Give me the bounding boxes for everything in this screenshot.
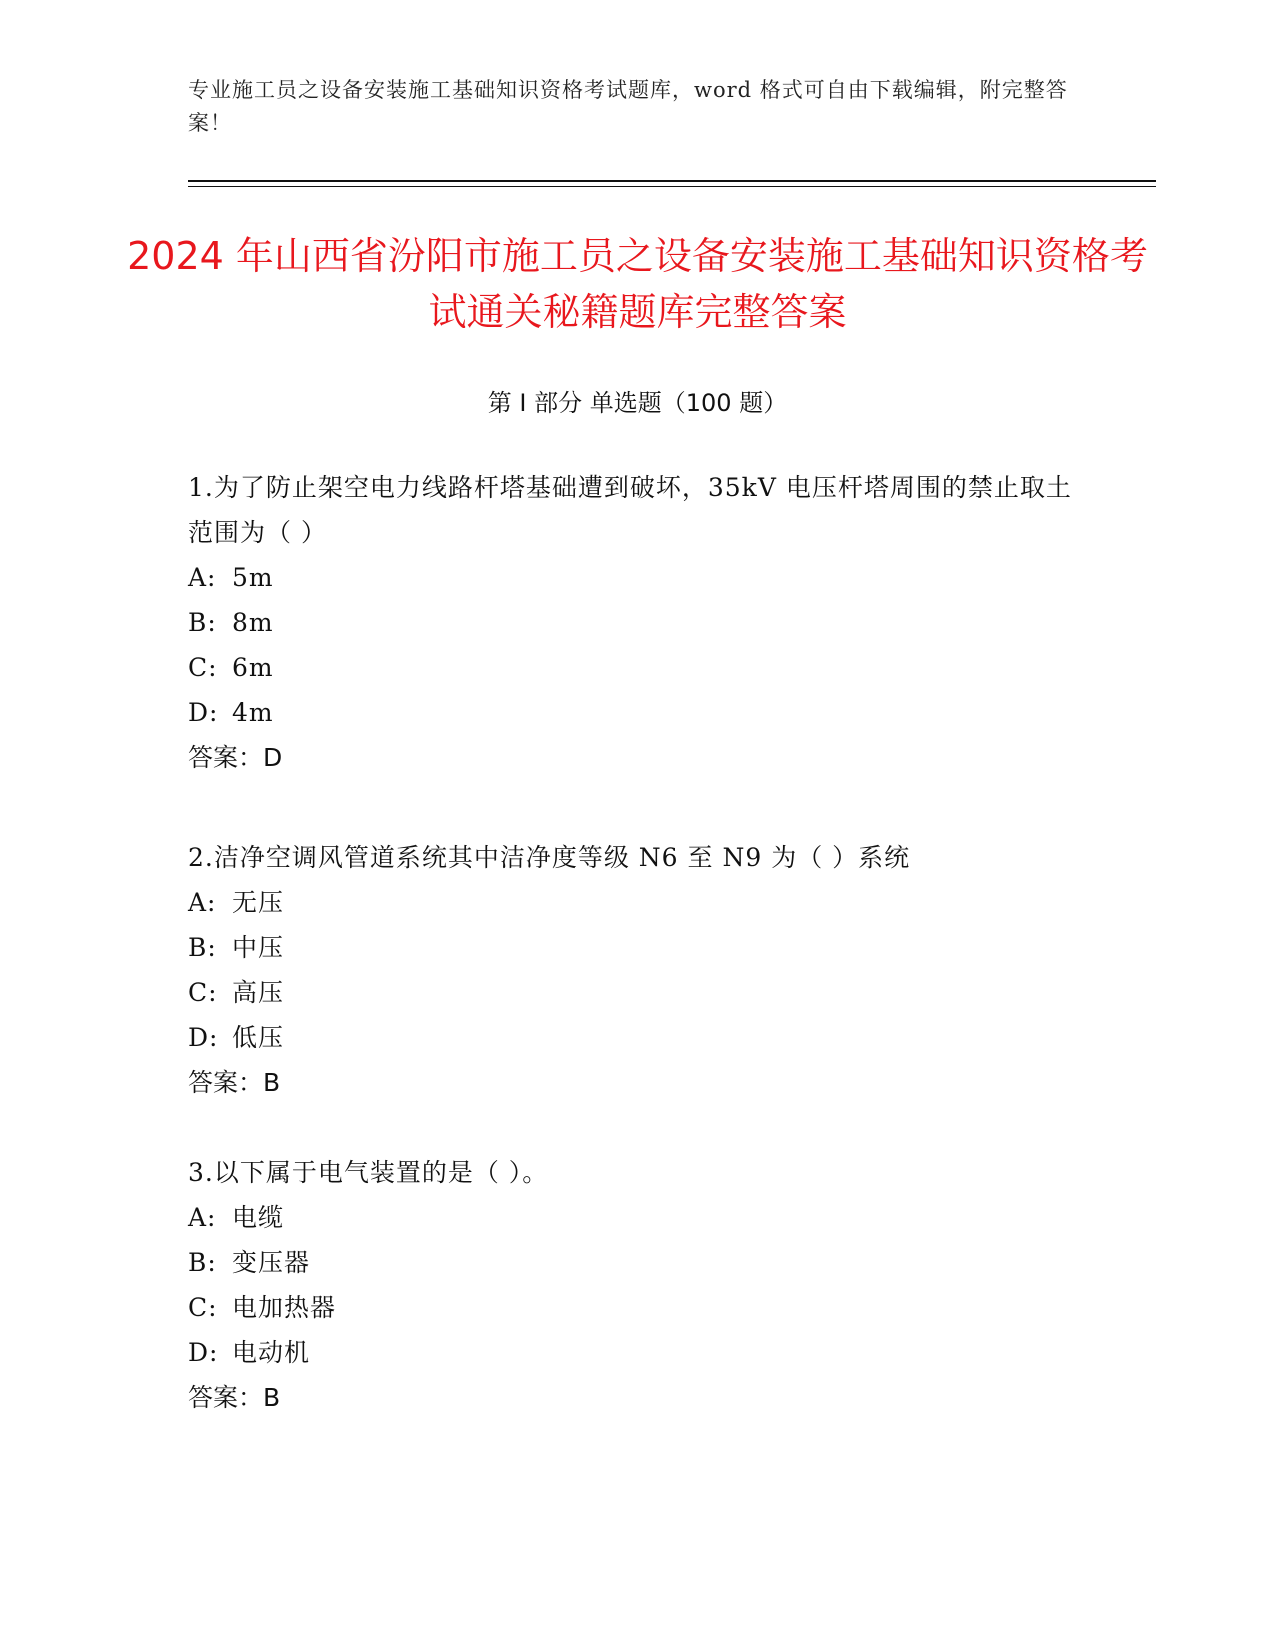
option-key: B: bbox=[188, 608, 217, 637]
option-a bbox=[188, 880, 1088, 925]
option-key: D: bbox=[188, 1338, 219, 1367]
option-b bbox=[188, 925, 1088, 970]
header-note: 专业施工员之设备安装施工基础知识资格考试题库，word 格式可自由下载编辑，附完整答案！ bbox=[188, 78, 1068, 135]
option-key: C: bbox=[188, 653, 218, 682]
answer: 答案：B bbox=[188, 1068, 281, 1097]
question-1 bbox=[188, 465, 1088, 780]
header-divider-thin bbox=[188, 186, 1156, 187]
option-value: 变压器 bbox=[232, 1248, 311, 1277]
option-value: 电缆 bbox=[232, 1203, 285, 1232]
option-key: A: bbox=[188, 888, 217, 917]
option-key: A: bbox=[188, 563, 217, 592]
answer: 答案：B bbox=[188, 1383, 281, 1412]
question-text: 3.以下属于电气装置的是（ ）。 bbox=[188, 1158, 549, 1187]
document-title: 2024 年山西省汾阳市施工员之设备安装施工基础知识资格考试通关秘籍题库完整答案 bbox=[127, 234, 1148, 334]
question-text: 1.为了防止架空电力线路杆塔基础遭到破坏，35kV 电压杆塔周围的禁止取土范围为（ ） bbox=[188, 473, 1072, 547]
option-a bbox=[188, 555, 1088, 600]
option-key: C: bbox=[188, 978, 218, 1007]
option-value: 高压 bbox=[232, 978, 285, 1007]
option-d bbox=[188, 690, 1088, 735]
option-d bbox=[188, 1015, 1088, 1060]
section-heading: 第 I 部分 单选题（100 题） bbox=[487, 389, 788, 417]
option-c bbox=[188, 1285, 1088, 1330]
option-value: 低压 bbox=[232, 1023, 285, 1052]
option-key: B: bbox=[188, 933, 217, 962]
option-value: 电加热器 bbox=[232, 1293, 337, 1322]
option-value: 无压 bbox=[232, 888, 285, 917]
question-3 bbox=[188, 1150, 1088, 1420]
answer: 答案：D bbox=[188, 743, 283, 772]
option-value: 8m bbox=[232, 608, 274, 637]
option-value: 4m bbox=[232, 698, 274, 727]
option-b bbox=[188, 600, 1088, 645]
option-c bbox=[188, 970, 1088, 1015]
option-b bbox=[188, 1240, 1088, 1285]
header-divider-thick bbox=[188, 180, 1156, 182]
option-value: 6m bbox=[232, 653, 274, 682]
question-text: 2.洁净空调风管道系统其中洁净度等级 N6 至 N9 为（ ）系统 bbox=[188, 843, 911, 872]
option-d bbox=[188, 1330, 1088, 1375]
option-value: 中压 bbox=[232, 933, 285, 962]
option-value: 5m bbox=[232, 563, 274, 592]
option-key: B: bbox=[188, 1248, 217, 1277]
option-c bbox=[188, 645, 1088, 690]
option-a bbox=[188, 1195, 1088, 1240]
option-key: C: bbox=[188, 1293, 218, 1322]
option-value: 电动机 bbox=[232, 1338, 311, 1367]
option-key: D: bbox=[188, 698, 219, 727]
option-key: D: bbox=[188, 1023, 219, 1052]
question-2 bbox=[188, 835, 1088, 1105]
option-key: A: bbox=[188, 1203, 217, 1232]
